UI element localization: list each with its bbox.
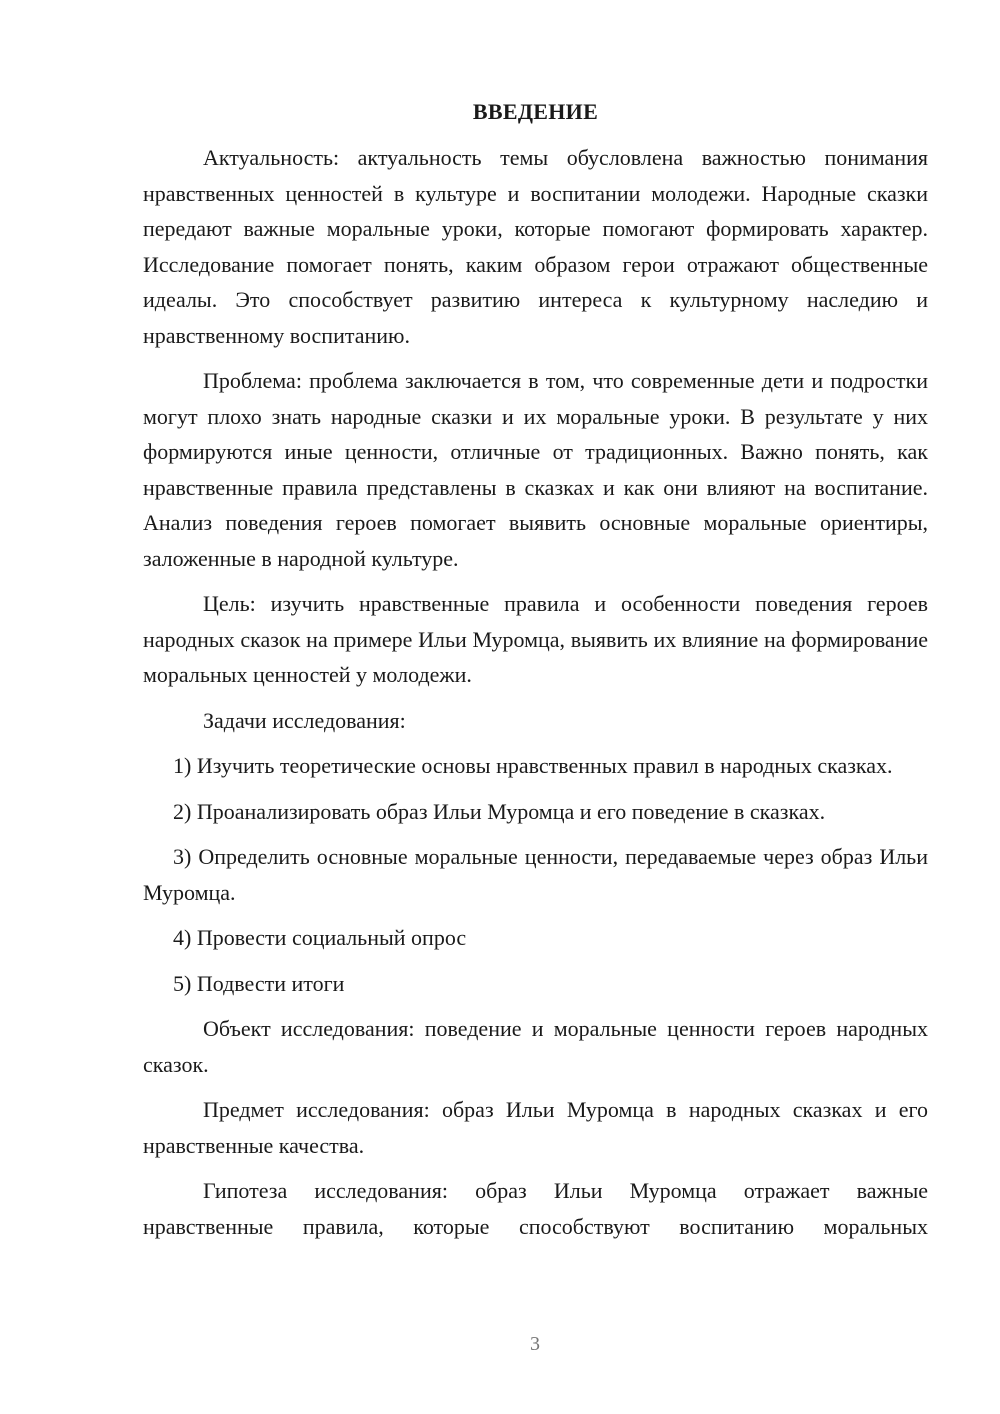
task-item-5: 5) Подвести итоги	[173, 970, 345, 996]
document-body	[143, 96, 928, 1254]
paragraph-goal: Цель: изучить нравственные правила и особенности поведения героев народных сказок на примере Ильи Муромца, выявить их влияние на формирование моральных ценностей у молодежи.	[143, 591, 928, 687]
page-title: ВВЕДЕНИЕ	[472, 99, 599, 124]
task-item-1: 1) Изучить теоретические основы нравственных правил в народных сказках.	[173, 753, 893, 778]
paragraph-tasks-heading: Задачи исследования:	[203, 707, 406, 733]
paragraph-object: Объект исследования: поведение и моральные ценности героев народных сказок.	[143, 1016, 928, 1077]
page-number: 3	[530, 1333, 540, 1355]
paragraph-relevance: Актуальность: актуальность темы обусловлена важностью понимания нравственных ценностей в культуре и воспитании молодежи. Народные сказки передают важные моральные уроки, которые помогают формировать характер. Исследование помогает понять, каким образом герои отражают общественные идеалы. Это способствует развитию интереса к культурному наследию и нравственному воспитанию.	[143, 145, 928, 348]
paragraph-subject: Предмет исследования: образ Ильи Муромца в народных сказках и его нравственные качества.	[143, 1097, 928, 1158]
task-item-2: 2) Проанализировать образ Ильи Муромца и его поведение в сказках.	[173, 798, 826, 824]
task-item-4: 4) Провести социальный опрос	[173, 925, 467, 950]
paragraph-problem: Проблема: проблема заключается в том, что современные дети и подростки могут плохо знать народные сказки и их моральные уроки. В результате у них формируются иные ценности, отличные от традиционных. Важно понять, как нравственные правила представлены в сказках и как они влияют на воспитание. Анализ поведения героев помогает выявить основные моральные ориентиры, заложенные в народной культуре.	[143, 368, 928, 571]
task-item-3: 3) Определить основные моральные ценности, передаваемые через образ Ильи Муромца.	[143, 844, 928, 905]
paragraph-hypothesis: Гипотеза исследования: образ Ильи Муромца отражает важные нравственные правила, которые способствуют воспитанию моральных	[143, 1178, 928, 1239]
